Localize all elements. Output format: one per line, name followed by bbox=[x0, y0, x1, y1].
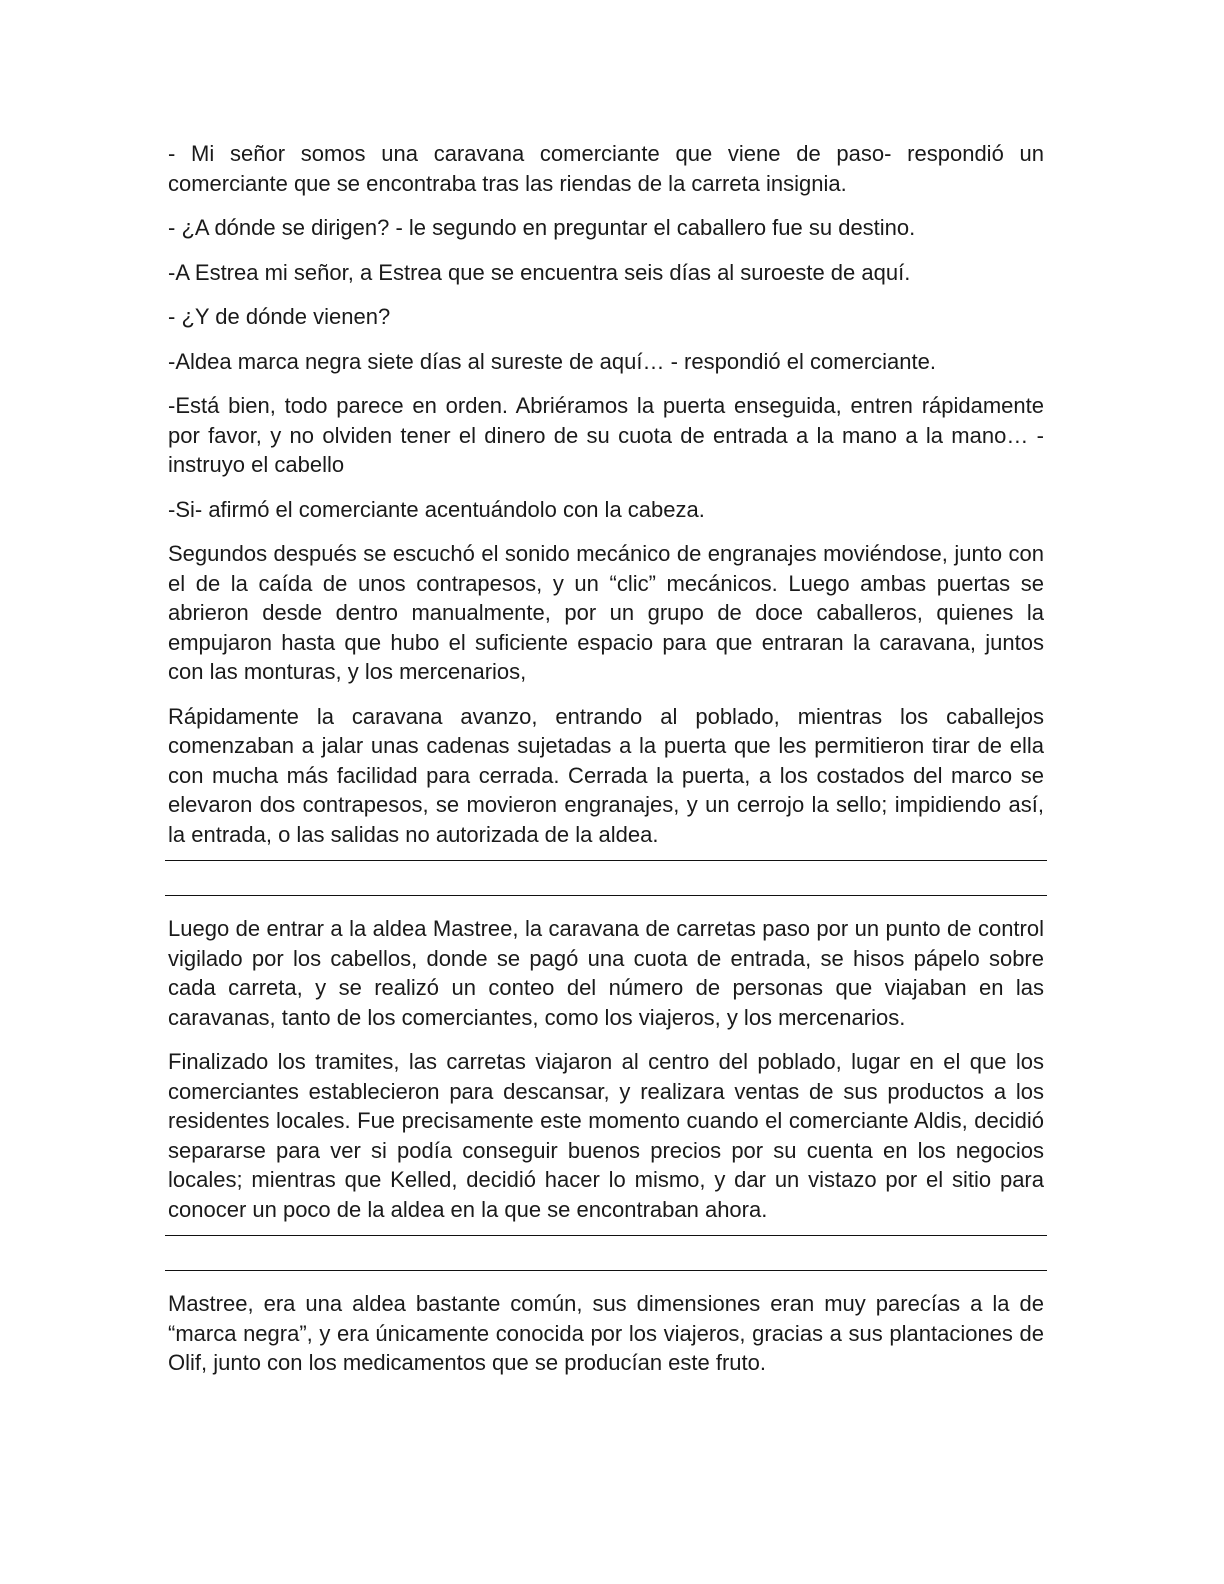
paragraph: Finalizado los tramites, las carretas viajaron al centro del poblado, lugar en el que los comerciantes establecieron para descansar, y realizara ventas de sus productos a los residentes locales. Fue precisamente este momento cuando el comerciante Aldis, decidió separarse para ver si podía conseguir buenos precios por su cuenta en los negocios locales; mientras que Kelled, decidió hacer lo mismo, y dar un vistazo por el sitio para conocer un poco de la aldea en la que se encontraban ahora. bbox=[168, 1049, 1044, 1222]
paragraph: - ¿A dónde se dirigen? - le segundo en preguntar el caballero fue su destino. bbox=[168, 215, 916, 240]
paragraph: - Mi señor somos una caravana comerciante que viene de paso- respondió un comerciante que se encontraba tras las riendas de la carreta insignia. bbox=[168, 141, 1044, 196]
section-divider bbox=[165, 860, 1047, 896]
paragraph: -Si- afirmó el comerciante acentuándolo con la cabeza. bbox=[168, 496, 705, 522]
divider-line-bottom bbox=[165, 895, 1047, 896]
paragraph: Rápidamente la caravana avanzo, entrando al poblado, mientras los caballejos comenzaban a jalar unas cadenas sujetadas a la puerta que les permitieron tirar de ella con mucha más facilidad para cerrada. Cerrada la puerta, a los costados del marco se elevaron dos contrapesos, se movieron engranajes, y un cerrojo la sello; impidiendo así, la entrada, o las salidas no autorizada de la aldea. bbox=[168, 703, 1044, 847]
document-page bbox=[168, 139, 1044, 1393]
divider-line-top bbox=[165, 1235, 1047, 1236]
section-1 bbox=[168, 139, 1044, 849]
paragraph: Mastree, era una aldea bastante común, sus dimensiones eran muy parecías a la de “marca negra”, y era únicamente conocida por los viajeros, gracias a sus plantaciones de Olif, junto con los medicamentos que se producían este fruto. bbox=[168, 1291, 1044, 1375]
paragraph: - ¿Y de dónde vienen? bbox=[168, 304, 391, 329]
paragraph: -Aldea marca negra siete días al sureste de aquí… - respondió el comerciante. bbox=[168, 348, 936, 374]
paragraph: -A Estrea mi señor, a Estrea que se encuentra seis días al suroeste de aquí. bbox=[168, 259, 911, 285]
divider-line-bottom bbox=[165, 1270, 1047, 1271]
divider-line-top bbox=[165, 860, 1047, 861]
section-3 bbox=[168, 1289, 1044, 1378]
section-divider bbox=[165, 1235, 1047, 1271]
paragraph: -Está bien, todo parece en orden. Abriéramos la puerta enseguida, entren rápidamente por favor, y no olviden tener el dinero de su cuota de entrada a la mano a la mano… - instruyo el cabello bbox=[168, 393, 1044, 477]
paragraph: Segundos después se escuchó el sonido mecánico de engranajes moviéndose, junto con el de la caída de unos contrapesos, y un “clic” mecánicos. Luego ambas puertas se abrieron desde dentro manualmente, por un grupo de doce caballeros, quienes la empujaron hasta que hubo el suficiente espacio para que entraran la caravana, juntos con las monturas, y los mercenarios, bbox=[168, 541, 1044, 684]
section-2 bbox=[168, 914, 1044, 1224]
paragraph: Luego de entrar a la aldea Mastree, la caravana de carretas paso por un punto de control vigilado por los cabellos, donde se pagó una cuota de entrada, se hisos pápelo sobre cada carreta, y se realizó un conteo del número de personas que viajaban en las caravanas, tanto de los comerciantes, como los viajeros, y los mercenarios. bbox=[168, 916, 1044, 1030]
